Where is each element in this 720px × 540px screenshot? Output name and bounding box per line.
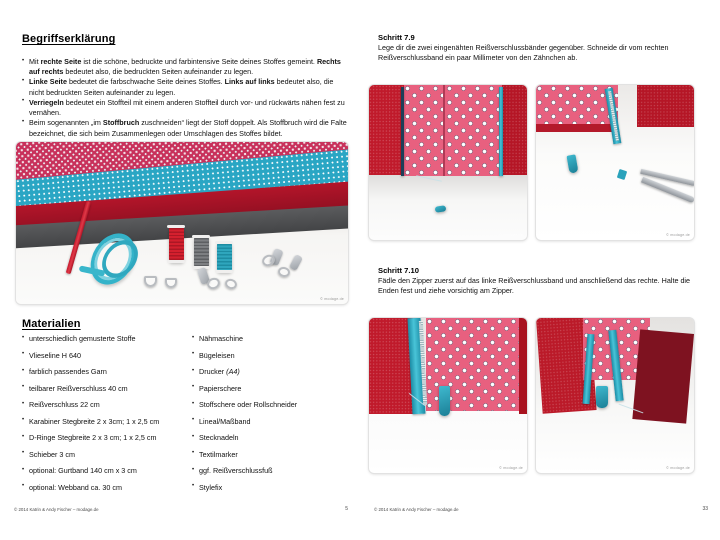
material-item: • teilbarer Reißverschluss 40 cm: [22, 385, 182, 392]
material-item: • Schieber 3 cm: [22, 451, 182, 458]
material-item: • ggf. Reißverschlussfuß: [192, 467, 352, 474]
material-item: • Papierschere: [192, 385, 352, 392]
photo-watermark: © modage.de: [666, 466, 690, 470]
zipper-slider: [596, 386, 608, 408]
materials-columns: [22, 335, 352, 500]
fabric-red-right: [519, 318, 527, 414]
page-title: Begriffserklärung: [22, 33, 116, 45]
material-item: • Reißverschluss 22 cm: [22, 401, 182, 408]
definitions-list: [22, 57, 347, 139]
right-page-footer: [360, 506, 720, 512]
material-item: • Nähmaschine: [192, 335, 352, 342]
materials-heading: Materialien: [22, 318, 81, 330]
step-7-9-photo-right: [536, 85, 694, 240]
step-7-10-title: Schritt 7.10: [378, 266, 419, 275]
fabric-floral-panel: [404, 85, 502, 176]
materials-flatlay-photo: [16, 142, 348, 304]
photo-watermark: © modage.de: [499, 233, 523, 237]
thread-spool-red: [169, 226, 184, 262]
photo-watermark: © modage.de: [666, 233, 690, 237]
definition-item: • Beim sogenannten „im Stoffbruch zuschneiden“ liegt der Stoff doppelt. Als Stoffbruch wird die Falte bezeichnet, die sich beim Zusammenlegen oder Umschlagen des Stoffes bildet.: [22, 118, 347, 138]
material-item: • optional: Gurtband 140 cm x 3 cm: [22, 467, 182, 474]
material-item: • Drucker (A4): [192, 368, 352, 375]
step-7-10-body: Fädle den Zipper zuerst auf das linke Reißverschlussband und anschließend das rechte. Halte die Enden fest und ziehe vorsichtig am Zipper.: [378, 276, 691, 296]
page-number: 5: [345, 506, 348, 512]
fabric-red-right: [502, 85, 527, 175]
fabric-fold-seam: [443, 85, 445, 176]
material-item: • Stylefix: [192, 484, 352, 491]
zipper-band-right: [499, 87, 503, 177]
copyright-notice: © 2014 Katrin & Andy Fischer – modage.de: [14, 506, 99, 512]
step-7-9-photo-left: [369, 85, 527, 240]
fabric-dark-red-right: [633, 329, 694, 423]
definition-item: • Linke Seite bedeutet die farbschwache Seite deines Stoffes. Links auf links bedeutet also, die nicht bedruckten Seiten aufeinander zu legen.: [22, 77, 347, 97]
step-7-9-title: Schritt 7.9: [378, 33, 415, 42]
material-item: • Bügeleisen: [192, 352, 352, 359]
material-item: • Stecknadeln: [192, 434, 352, 441]
photo-watermark: © modage.de: [320, 297, 344, 301]
materials-column-2: [192, 335, 352, 500]
step-7-10-photo-left: [369, 318, 527, 473]
material-item: • Textilmarker: [192, 451, 352, 458]
material-item: • Lineal/Maßband: [192, 418, 352, 425]
material-item: • Stoffschere oder Rollschneider: [192, 401, 352, 408]
material-item: • unterschiedlich gemusterte Stoffe: [22, 335, 182, 342]
step-7-9-body: Lege dir die zwei eingenähten Reißverschlussbänder gegenüber. Schneide dir vom rechten Reißverschlussband ein paar Millimeter von den Zähnchen ab.: [378, 43, 669, 63]
thread-spool-grey: [194, 236, 209, 268]
definition-item: • Mit rechte Seite ist die schöne, bedruckte und farbintensive Seite deines Stoffes gemeint. Rechts auf rechts bedeutet also, die bedruckten Seiten aufeinander zu legen.: [22, 57, 347, 77]
right-page: [360, 0, 720, 540]
step-7-9-text: [378, 33, 703, 63]
begriffserklaerung-section: [22, 33, 342, 45]
page-number: 33: [702, 506, 708, 512]
material-item: • D-Ringe Stegbreite 2 x 3 cm; 1 x 2,5 cm: [22, 434, 182, 441]
zipper-band-left: [401, 87, 404, 177]
fabric-red-edge: [536, 124, 618, 132]
step-7-10-text: [378, 266, 703, 296]
photo-watermark: © modage.de: [499, 466, 523, 470]
zipper-slider: [439, 386, 450, 416]
copyright-notice: © 2014 Katrin & Andy Fischer – modage.de: [374, 506, 459, 512]
fabric-red-panel: [637, 85, 694, 127]
definition-item: • Verriegeln bedeutet ein Stoffteil mit einem anderen Stoffteil durch vor- und rückwärts nähen fest zu vernähen.: [22, 98, 347, 118]
material-item: • Vlieseline H 640: [22, 352, 182, 359]
step-7-10-photo-right: [536, 318, 694, 473]
left-page-footer: [0, 506, 360, 512]
materials-section: [22, 318, 352, 500]
photo-table-surface: [369, 175, 527, 240]
thread-spool-teal: [217, 242, 232, 272]
material-item: • Karabiner Stegbreite 2 x 3cm; 1 x 2,5 cm: [22, 418, 182, 425]
material-item: • optional: Webband ca. 30 cm: [22, 484, 182, 491]
material-item: • farblich passendes Garn: [22, 368, 182, 375]
materials-column-1: [22, 335, 182, 500]
